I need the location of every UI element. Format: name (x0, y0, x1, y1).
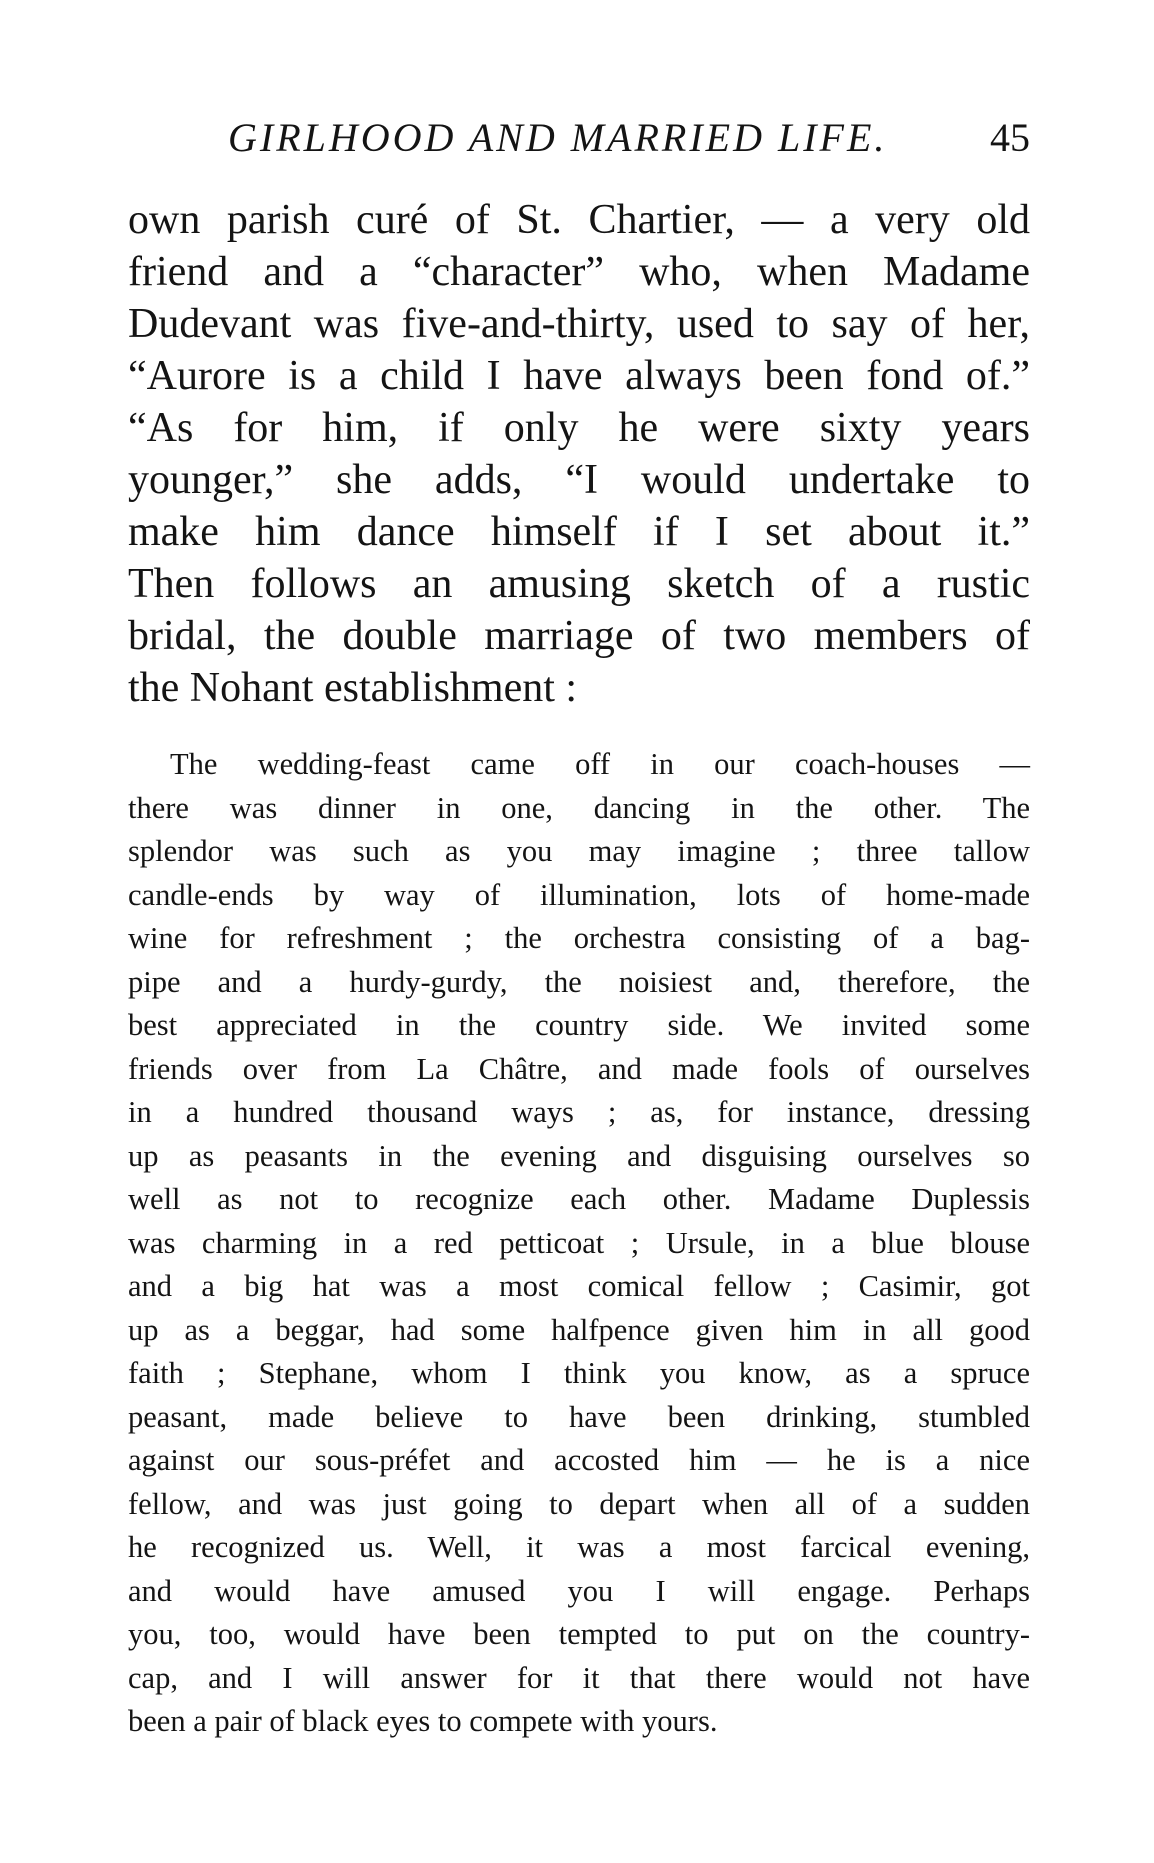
quote-line: there was dinner in one, dancing in the other. The (128, 790, 1030, 825)
body-line: make him dance himself if I set about it.” (128, 509, 1030, 555)
body-line: younger,” she adds, “I would undertake to (128, 457, 1030, 503)
quote-line: cap, and I will answer for it that there would not have (128, 1660, 1030, 1695)
body-line: Then follows an amusing sketch of a rustic (128, 561, 1030, 607)
quote-line: splendor was such as you may imagine ; three tallow (128, 834, 1030, 868)
quote-line: in a hundred thousand ways ; as, for instance, dressing (128, 1095, 1030, 1129)
body-line: own parish curé of St. Chartier, — a very old (128, 197, 1030, 243)
body-line: the Nohant establishment : (128, 665, 578, 711)
quote-line: friends over from La Châtre, and made fools of ourselves (128, 1051, 1030, 1086)
body-line: bridal, the double marriage of two members of (128, 613, 1030, 659)
body-line: friend and a “character” who, when Madame (128, 249, 1030, 295)
quote-line: best appreciated in the country side. We invited some (128, 1008, 1030, 1042)
quote-line: he recognized us. Well, it was a most farcical evening, (128, 1530, 1030, 1564)
running-title: GIRLHOOD AND MARRIED LIFE. (228, 115, 888, 160)
body-line: “As for him, if only he were sixty years (128, 405, 1030, 451)
quote-line: faith ; Stephane, whom I think you know, as a spruce (128, 1356, 1030, 1390)
quote-line: pipe and a hurdy-gurdy, the noisiest and, therefore, the (128, 964, 1030, 999)
quote-line: up as peasants in the evening and disguising ourselves so (128, 1138, 1030, 1173)
page-header (128, 108, 1030, 168)
quote-line: up as a beggar, had some halfpence given him in all good (128, 1312, 1030, 1347)
quote-line: and a big hat was a most comical fellow ; Casimir, got (128, 1269, 1030, 1303)
quote-line: fellow, and was just going to depart when all of a sudden (128, 1486, 1030, 1521)
quote-line: been a pair of black eyes to compete with yours. (128, 1704, 718, 1738)
quote-line: was charming in a red petticoat ; Ursule, in a blue blouse (128, 1225, 1030, 1260)
quote-line: peasant, made believe to have been drinking, stumbled (128, 1399, 1030, 1434)
quote-line: and would have amused you I will engage. Perhaps (128, 1573, 1030, 1608)
quote-line: wine for refreshment ; the orchestra consisting of a bag- (128, 921, 1030, 955)
page-number: 45 (990, 115, 1030, 160)
body-line: “Aurore is a child I have always been fond of.” (128, 353, 1030, 399)
block-quote (128, 743, 1030, 1744)
quote-line: against our sous-préfet and accosted him — he is a nice (128, 1443, 1030, 1477)
quote-line: you, too, would have been tempted to put on the country- (128, 1617, 1030, 1651)
quote-line: candle-ends by way of illumination, lots of home-made (128, 877, 1030, 912)
quote-line: well as not to recognize each other. Madame Duplessis (128, 1182, 1030, 1216)
body-line: Dudevant was five-and-thirty, used to say of her, (128, 301, 1030, 347)
body-paragraph (128, 194, 1030, 714)
quote-line: The wedding-feast came off in our coach-houses — (170, 747, 1030, 781)
